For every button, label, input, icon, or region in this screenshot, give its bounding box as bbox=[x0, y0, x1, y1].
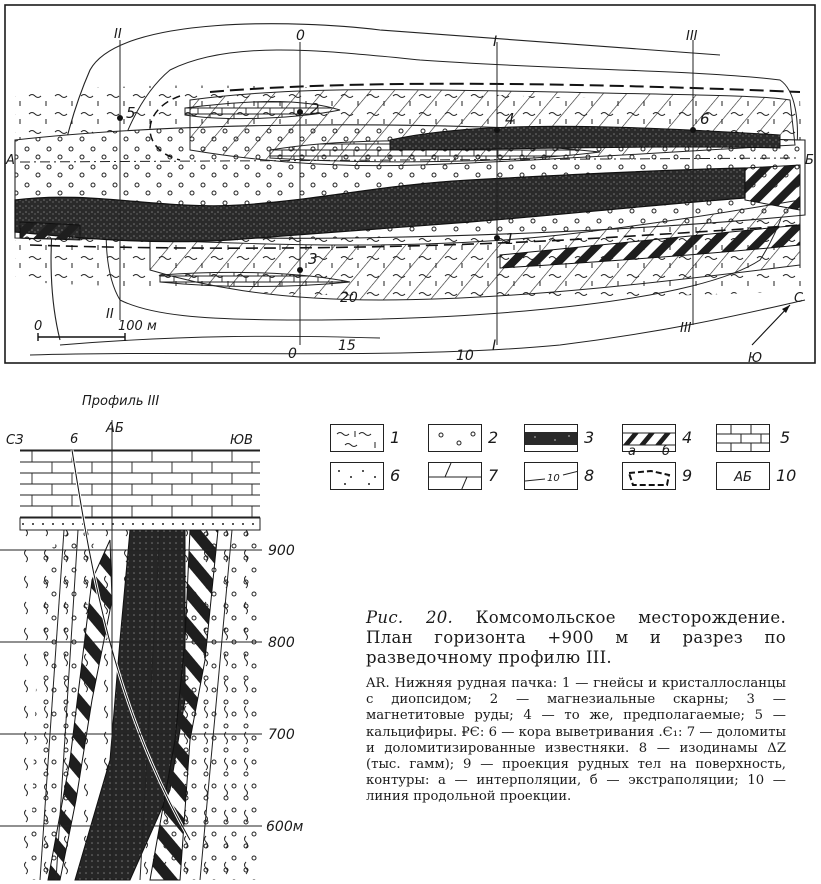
figure-caption-body: AR. Нижняя рудная пачка: 1 — гнейсы и кристаллосланцы с диопсидом; 2 — магнезиальные скарны; 3 — магнетитовые руды; 4 — то же, предполагаемые; 5 — кальцифиры. ₽Є: 6 — кора выветривания .Є₁: 7 — доломиты и доломитизированные известняки. 8 — изодинамы ΔZ (тыс. гамм); 9 — проекция рудных тел на поверхность, контуры: а — интерполяции, б — экстраполяции; 10 — линия продольной проекции. bbox=[366, 676, 786, 805]
section-title: Профиль III bbox=[82, 394, 160, 409]
compass-south: Ю bbox=[748, 351, 763, 366]
depth-700: 700 bbox=[268, 727, 295, 743]
legend-swatch-magnetite bbox=[524, 424, 578, 452]
isodyne-label-20: 20 bbox=[340, 290, 358, 306]
legend-sub-b: б bbox=[662, 444, 671, 459]
point-label-1: 1 bbox=[505, 230, 515, 248]
legend-num-2: 2 bbox=[488, 428, 499, 447]
section-dir-left: СЗ bbox=[6, 433, 24, 448]
scale-label: 100 м bbox=[118, 319, 157, 334]
profile-mark-i-top: I bbox=[493, 34, 498, 50]
legend-num-10: 10 bbox=[776, 466, 797, 485]
point-label-2: 2 bbox=[310, 100, 320, 118]
legend-num-7: 7 bbox=[488, 466, 499, 485]
figure-caption-title bbox=[366, 608, 786, 668]
legend-num-8: 8 bbox=[584, 466, 595, 485]
point-label-6: 6 bbox=[700, 110, 710, 128]
legend-num-3: 3 bbox=[584, 428, 595, 447]
legend-swatch-isodyne bbox=[524, 462, 578, 490]
legend-swatch-projection bbox=[622, 462, 676, 490]
cross-section bbox=[0, 388, 330, 884]
profile-mark-ii-top: II bbox=[114, 27, 122, 42]
legend-sub-a: а bbox=[628, 444, 636, 459]
compass-north: С bbox=[794, 291, 804, 306]
legend-num-4: 4 bbox=[682, 428, 693, 447]
point-label-3: 3 bbox=[308, 250, 318, 268]
scale-bar bbox=[38, 333, 125, 341]
point-label-4: 4 bbox=[505, 110, 515, 128]
legend-swatch-calciphyre bbox=[716, 424, 770, 452]
section-borehole-label: 6 bbox=[70, 432, 79, 447]
section-dir-right: ЮВ bbox=[230, 433, 253, 448]
legend-num-1: 1 bbox=[390, 428, 401, 447]
section-line-label: АБ bbox=[106, 421, 124, 436]
profile-mark-i-bottom: I bbox=[492, 338, 497, 354]
legend-num-5: 5 bbox=[780, 428, 791, 447]
legend-swatch-scarn bbox=[428, 424, 482, 452]
profile-mark-o-bottom: 0 bbox=[288, 346, 297, 362]
depth-800: 800 bbox=[268, 635, 295, 651]
point-label-5: 5 bbox=[126, 104, 136, 122]
profile-mark-ii-bottom: II bbox=[106, 307, 114, 322]
profile-mark-iii-top: III bbox=[686, 29, 698, 44]
scale-zero: 0 bbox=[34, 319, 43, 334]
line-end-a: А bbox=[6, 153, 15, 168]
isodyne-label-15: 15 bbox=[338, 338, 356, 354]
line-end-b: Б bbox=[805, 153, 814, 168]
depth-600: 600м bbox=[266, 819, 304, 835]
legend-swatch-gneiss bbox=[330, 424, 384, 452]
legend-swatch-profile-line bbox=[716, 462, 770, 490]
profile-mark-o-top: 0 bbox=[296, 28, 305, 44]
profile-mark-iii-bottom: III bbox=[680, 321, 692, 336]
legend-num-6: 6 bbox=[390, 466, 401, 485]
isodyne-label-10: 10 bbox=[456, 348, 474, 364]
depth-900: 900 bbox=[268, 543, 295, 559]
plan-map bbox=[0, 0, 821, 372]
legend-line-label: АБ bbox=[734, 470, 752, 485]
figure-title: Комсомольское месторождение. План горизонта +900 м и разрез по разведочному профилю III. bbox=[366, 608, 786, 667]
figure-number: Рис. 20. bbox=[366, 608, 454, 627]
legend-num-9: 9 bbox=[682, 466, 693, 485]
legend-isodyne-value: 10 bbox=[547, 473, 560, 484]
legend-swatch-weathering-crust bbox=[330, 462, 384, 490]
legend-swatch-dolomite bbox=[428, 462, 482, 490]
